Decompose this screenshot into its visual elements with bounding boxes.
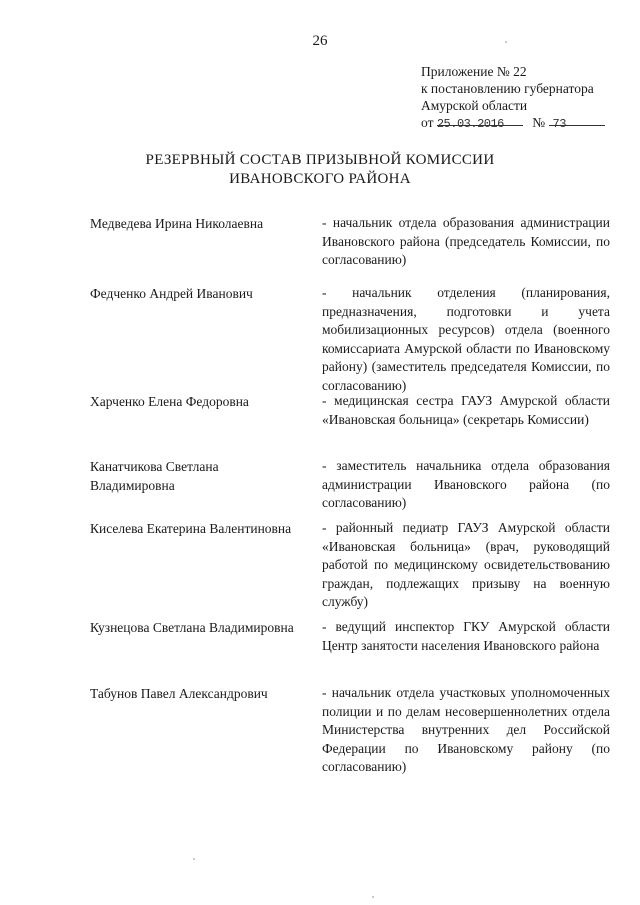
number-value: 73 — [552, 117, 566, 131]
date-value: 25.03.2016 — [436, 117, 504, 131]
number-field — [549, 114, 605, 131]
member-name: Киселева Екатерина Валентиновна — [90, 521, 292, 536]
scan-speck — [505, 41, 507, 43]
member-role: - медицинская сестра ГАУЗ Амурской области «Ивановская больница» (секретарь Комиссии) — [322, 393, 610, 427]
appendix-line-decree: к постановлению губернатора — [421, 81, 594, 96]
member-name: Табунов Павел Александрович — [90, 686, 268, 701]
member-name: Медведева Ирина Николаевна — [90, 216, 264, 231]
appendix-block — [421, 63, 605, 131]
member-role: - ведущий инспектор ГКУ Амурской области Центр занятости населения Ивановского района — [322, 619, 610, 653]
member-name: Харченко Елена Федоровна — [90, 394, 249, 409]
member-role: - начальник отделения (планирования, предназначения, подготовки и учета мобилизационных ресурсов) отдела (военного комиссариата Амурской области по Ивановскому району) (заместитель председателя Комиссии, по согласованию) — [322, 285, 610, 393]
date-field — [436, 114, 523, 131]
member-role: - заместитель начальника отдела образования администрации Ивановского района (по согласованию) — [322, 458, 610, 511]
scan-speck — [372, 896, 374, 898]
member-role: - районный педиатр ГАУЗ Амурской области «Ивановская больница» (врач, руководящий работой по медицинскому освидетельствованию граждан, подлежащих призыву на военную службу) — [322, 520, 610, 610]
member-name: Кузнецова Светлана Владимировна — [90, 620, 294, 635]
member-role: - начальник отдела участковых уполномоченных полиции и по делам несовершеннолетних отдела Министерства внутренних дел Российской Федерации по Ивановскому району (по согласованию) — [322, 685, 610, 775]
number-prefix: № — [532, 115, 546, 130]
appendix-title: Приложение № 22 — [421, 64, 527, 79]
scan-speck — [193, 858, 195, 860]
title-line-1: РЕЗЕРВНЫЙ СОСТАВ ПРИЗЫВНОЙ КОМИССИИ — [145, 152, 495, 168]
date-prefix: от — [421, 115, 434, 130]
title-line-2: ИВАНОВСКОГО РАЙОНА — [229, 171, 411, 187]
appendix-line-region: Амурской области — [421, 98, 528, 113]
member-role: - начальник отдела образования администрации Ивановского района (председатель Комиссии, по согласованию) — [322, 215, 610, 268]
member-name: Федченко Андрей Иванович — [90, 286, 253, 301]
document-title — [0, 151, 640, 189]
page-number: 26 — [312, 33, 328, 49]
appendix-date-line — [421, 114, 605, 131]
member-name: Канатчикова Светлана Владимировна — [90, 459, 219, 493]
